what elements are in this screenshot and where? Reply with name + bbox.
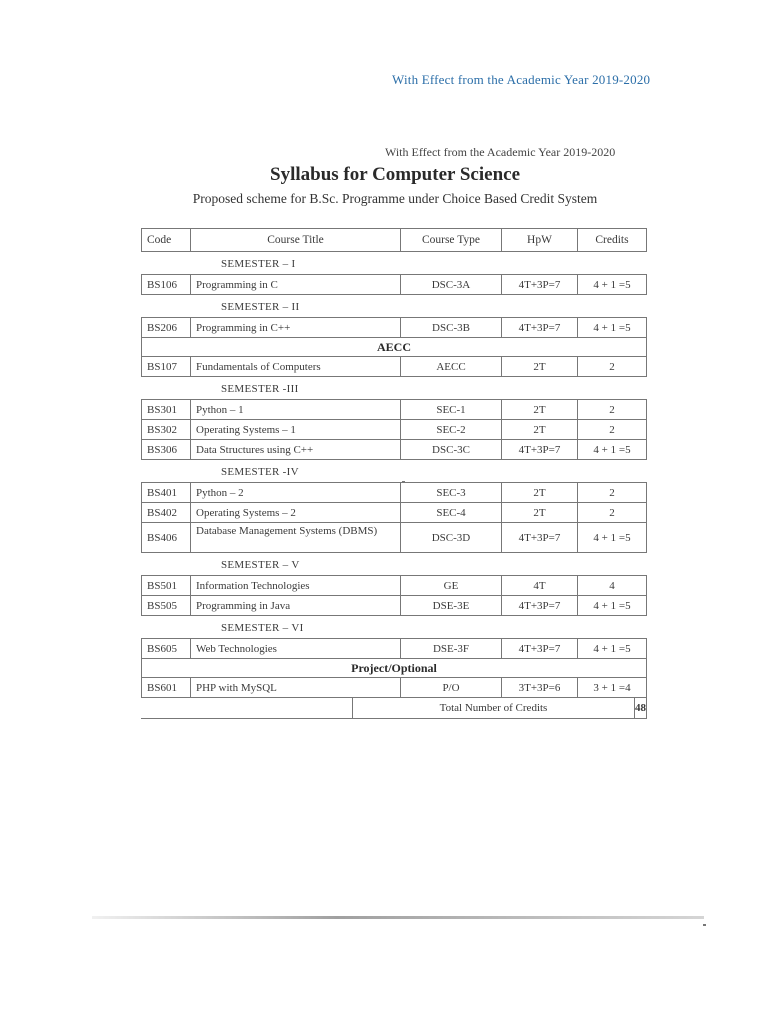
course-hpw: 4T+3P=7	[502, 440, 578, 459]
course-code: BS206	[142, 318, 191, 337]
course-code: BS505	[142, 596, 191, 615]
course-type: DSC-3A	[401, 275, 502, 294]
course-code: BS401	[142, 483, 191, 502]
table-row	[141, 274, 647, 295]
aecc-band: AECC	[141, 338, 647, 357]
document-subtitle: Proposed scheme for B.Sc. Programme under Choice Based Credit System	[192, 191, 598, 206]
table-row	[141, 575, 647, 596]
course-credits: 2	[609, 486, 615, 499]
course-credits: 4 + 1 =5	[593, 531, 631, 544]
scan-speck	[402, 481, 405, 483]
course-title: Programming in C	[191, 275, 401, 294]
course-title: Data Structures using C++	[191, 440, 401, 459]
table-row	[141, 440, 647, 460]
table-row	[141, 482, 647, 503]
course-title: Operating Systems – 2	[191, 503, 401, 522]
table-row	[141, 399, 647, 420]
column-header-code: Code	[142, 229, 191, 251]
course-title: Database Management Systems (DBMS)	[191, 523, 401, 552]
course-hpw: 2T	[502, 503, 578, 522]
course-credits: 4 + 1 =5	[593, 278, 631, 291]
course-code: BS601	[142, 678, 191, 697]
course-type: SEC-3	[401, 483, 502, 502]
document-header: With Effect from the Academic Year 2019-2020	[385, 145, 616, 159]
semester-5-label: SEMESTER – V	[221, 559, 300, 571]
table-row	[141, 503, 647, 523]
course-code: BS402	[142, 503, 191, 522]
course-code: BS501	[142, 576, 191, 595]
scan-speck	[703, 924, 706, 926]
semester-6-label: SEMESTER – VI	[221, 622, 304, 634]
course-type: SEC-2	[401, 420, 502, 439]
course-hpw: 2T	[502, 420, 578, 439]
course-code: BS406	[142, 523, 191, 552]
course-type: DSE-3F	[401, 639, 502, 658]
course-title: Python – 2	[191, 483, 401, 502]
semester-4-label: SEMESTER -IV	[221, 466, 299, 478]
course-hpw: 3T+3P=6	[502, 678, 578, 697]
course-credits: 3 + 1 =4	[593, 681, 631, 694]
course-hpw: 4T+3P=7	[502, 275, 578, 294]
table-header-row	[141, 228, 647, 252]
column-header-credits: Credits	[595, 234, 629, 246]
semester-3-label: SEMESTER -III	[221, 383, 299, 395]
table-row	[141, 678, 647, 698]
scan-edge-line	[92, 916, 704, 919]
course-hpw: 4T+3P=7	[502, 318, 578, 337]
course-type: DSC-3C	[401, 440, 502, 459]
course-hpw: 4T+3P=7	[502, 639, 578, 658]
syllabus-table	[141, 228, 647, 719]
column-header-course-type: Course Type	[401, 229, 502, 251]
column-header-course-title: Course Title	[191, 229, 401, 251]
semester-2-label: SEMESTER – II	[221, 301, 300, 313]
course-title: Operating Systems – 1	[191, 420, 401, 439]
total-credits-value: 48	[635, 702, 646, 714]
course-type: DSC-3B	[401, 318, 502, 337]
course-type: P/O	[401, 678, 502, 697]
course-type: DSC-3D	[401, 523, 502, 552]
course-credits: 4	[609, 579, 615, 592]
course-type: SEC-1	[401, 400, 502, 419]
course-type: AECC	[401, 357, 502, 376]
course-hpw: 2T	[502, 357, 578, 376]
table-row	[141, 420, 647, 440]
table-row	[141, 523, 647, 553]
course-code: BS302	[142, 420, 191, 439]
course-credits: 2	[609, 506, 615, 519]
table-row	[141, 357, 647, 377]
course-credits: 4 + 1 =5	[593, 642, 631, 655]
table-row	[141, 638, 647, 659]
course-credits: 2	[609, 360, 615, 373]
total-credits-row	[141, 698, 647, 719]
course-title: Information Technologies	[191, 576, 401, 595]
course-hpw: 4T	[502, 576, 578, 595]
table-row	[141, 317, 647, 338]
course-code: BS301	[142, 400, 191, 419]
course-credits: 4 + 1 =5	[593, 321, 631, 334]
course-type: SEC-4	[401, 503, 502, 522]
course-hpw: 2T	[502, 483, 578, 502]
table-row	[141, 596, 647, 616]
course-title: Fundamentals of Computers	[191, 357, 401, 376]
column-header-hpw: HpW	[502, 229, 578, 251]
course-code: BS106	[142, 275, 191, 294]
course-hpw: 4T+3P=7	[502, 596, 578, 615]
course-credits: 4 + 1 =5	[593, 599, 631, 612]
course-code: BS605	[142, 639, 191, 658]
course-credits: 2	[609, 423, 615, 436]
course-title: Programming in C++	[191, 318, 401, 337]
course-hpw: 4T+3P=7	[502, 523, 578, 552]
course-type: DSE-3E	[401, 596, 502, 615]
total-credits-label: Total Number of Credits	[352, 698, 635, 718]
project-optional-band: Project/Optional	[141, 659, 647, 678]
semester-1-label: SEMESTER – I	[221, 258, 296, 270]
course-type: GE	[401, 576, 502, 595]
course-title: Programming in Java	[191, 596, 401, 615]
document-title: Syllabus for Computer Science	[270, 164, 520, 185]
course-code: BS306	[142, 440, 191, 459]
course-credits: 2	[609, 403, 615, 416]
course-title: PHP with MySQL	[191, 678, 401, 697]
course-title: Python – 1	[191, 400, 401, 419]
course-title: Web Technologies	[191, 639, 401, 658]
page-header: With Effect from the Academic Year 2019-2020	[392, 72, 651, 87]
course-credits: 4 + 1 =5	[593, 443, 631, 456]
course-hpw: 2T	[502, 400, 578, 419]
course-code: BS107	[142, 357, 191, 376]
